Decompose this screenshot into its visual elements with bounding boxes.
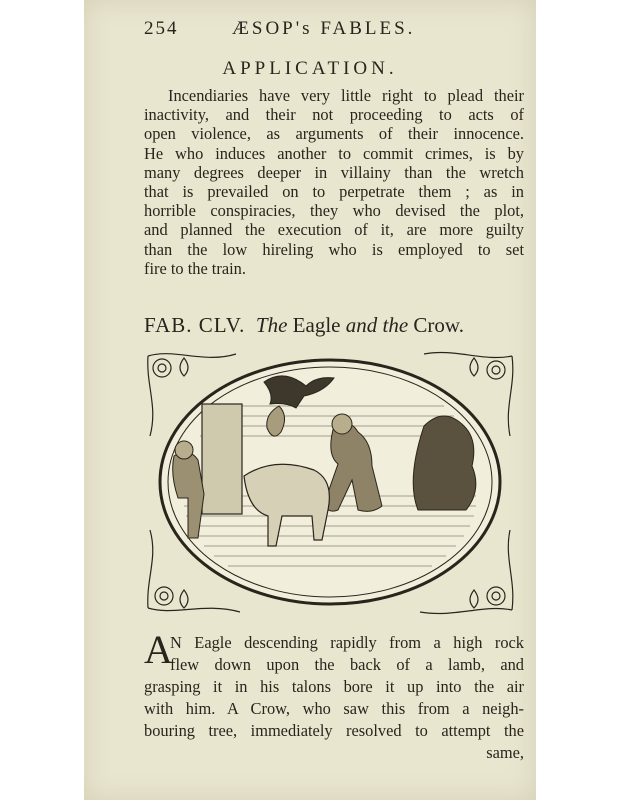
woodcut-illustration [144, 346, 516, 618]
drop-cap: A [144, 627, 173, 672]
text-line: that is prevailed on to perpetrate them ; as in [144, 182, 524, 202]
book-page [84, 0, 536, 800]
text-line: flew down upon the back of a lamb, and [170, 655, 524, 674]
text-line: horrible conspiracies, they who devised the plot, [144, 201, 524, 221]
text-line: same, [486, 743, 524, 762]
running-header [144, 18, 524, 42]
fable-story [144, 627, 524, 764]
text-line: and planned the execution of it, are more guilty [144, 220, 524, 240]
text-line: Incendiaries have very little right to plead their [168, 86, 524, 105]
running-title: ÆSOP's FABLES. [232, 18, 416, 39]
text-line: with him. A Crow, who saw this from a neigh- [144, 699, 524, 718]
text-line: many degrees deeper in villainy than the wretch [144, 162, 524, 182]
text-line: open violence, as arguments of their innocence. [144, 124, 524, 144]
fable-title-the: The [255, 313, 288, 337]
text-line: N Eagle descending rapidly from a high rock [170, 633, 524, 652]
fable-number: FAB. CLV. [144, 313, 246, 337]
text-line: inactivity, and their not proceeding to acts of [144, 105, 524, 125]
text-line: grasping it in his talons bore it up into the air [144, 677, 524, 696]
application-paragraph [144, 86, 524, 278]
text-line: bouring tree, immediately resolved to attempt the [144, 721, 524, 740]
fable-title [144, 313, 524, 338]
fable-title-eagle: Eagle [292, 313, 341, 337]
text-line: fire to the train. [144, 258, 246, 278]
text-line: than the low hireling who is employed to set [144, 239, 524, 259]
fable-title-crow: Crow. [413, 313, 464, 337]
fable-title-and-the: and the [345, 313, 409, 337]
page-number: 254 [144, 18, 179, 39]
application-heading: APPLICATION. [222, 58, 398, 79]
text-line: He who induces another to commit crimes, is by [144, 143, 524, 163]
